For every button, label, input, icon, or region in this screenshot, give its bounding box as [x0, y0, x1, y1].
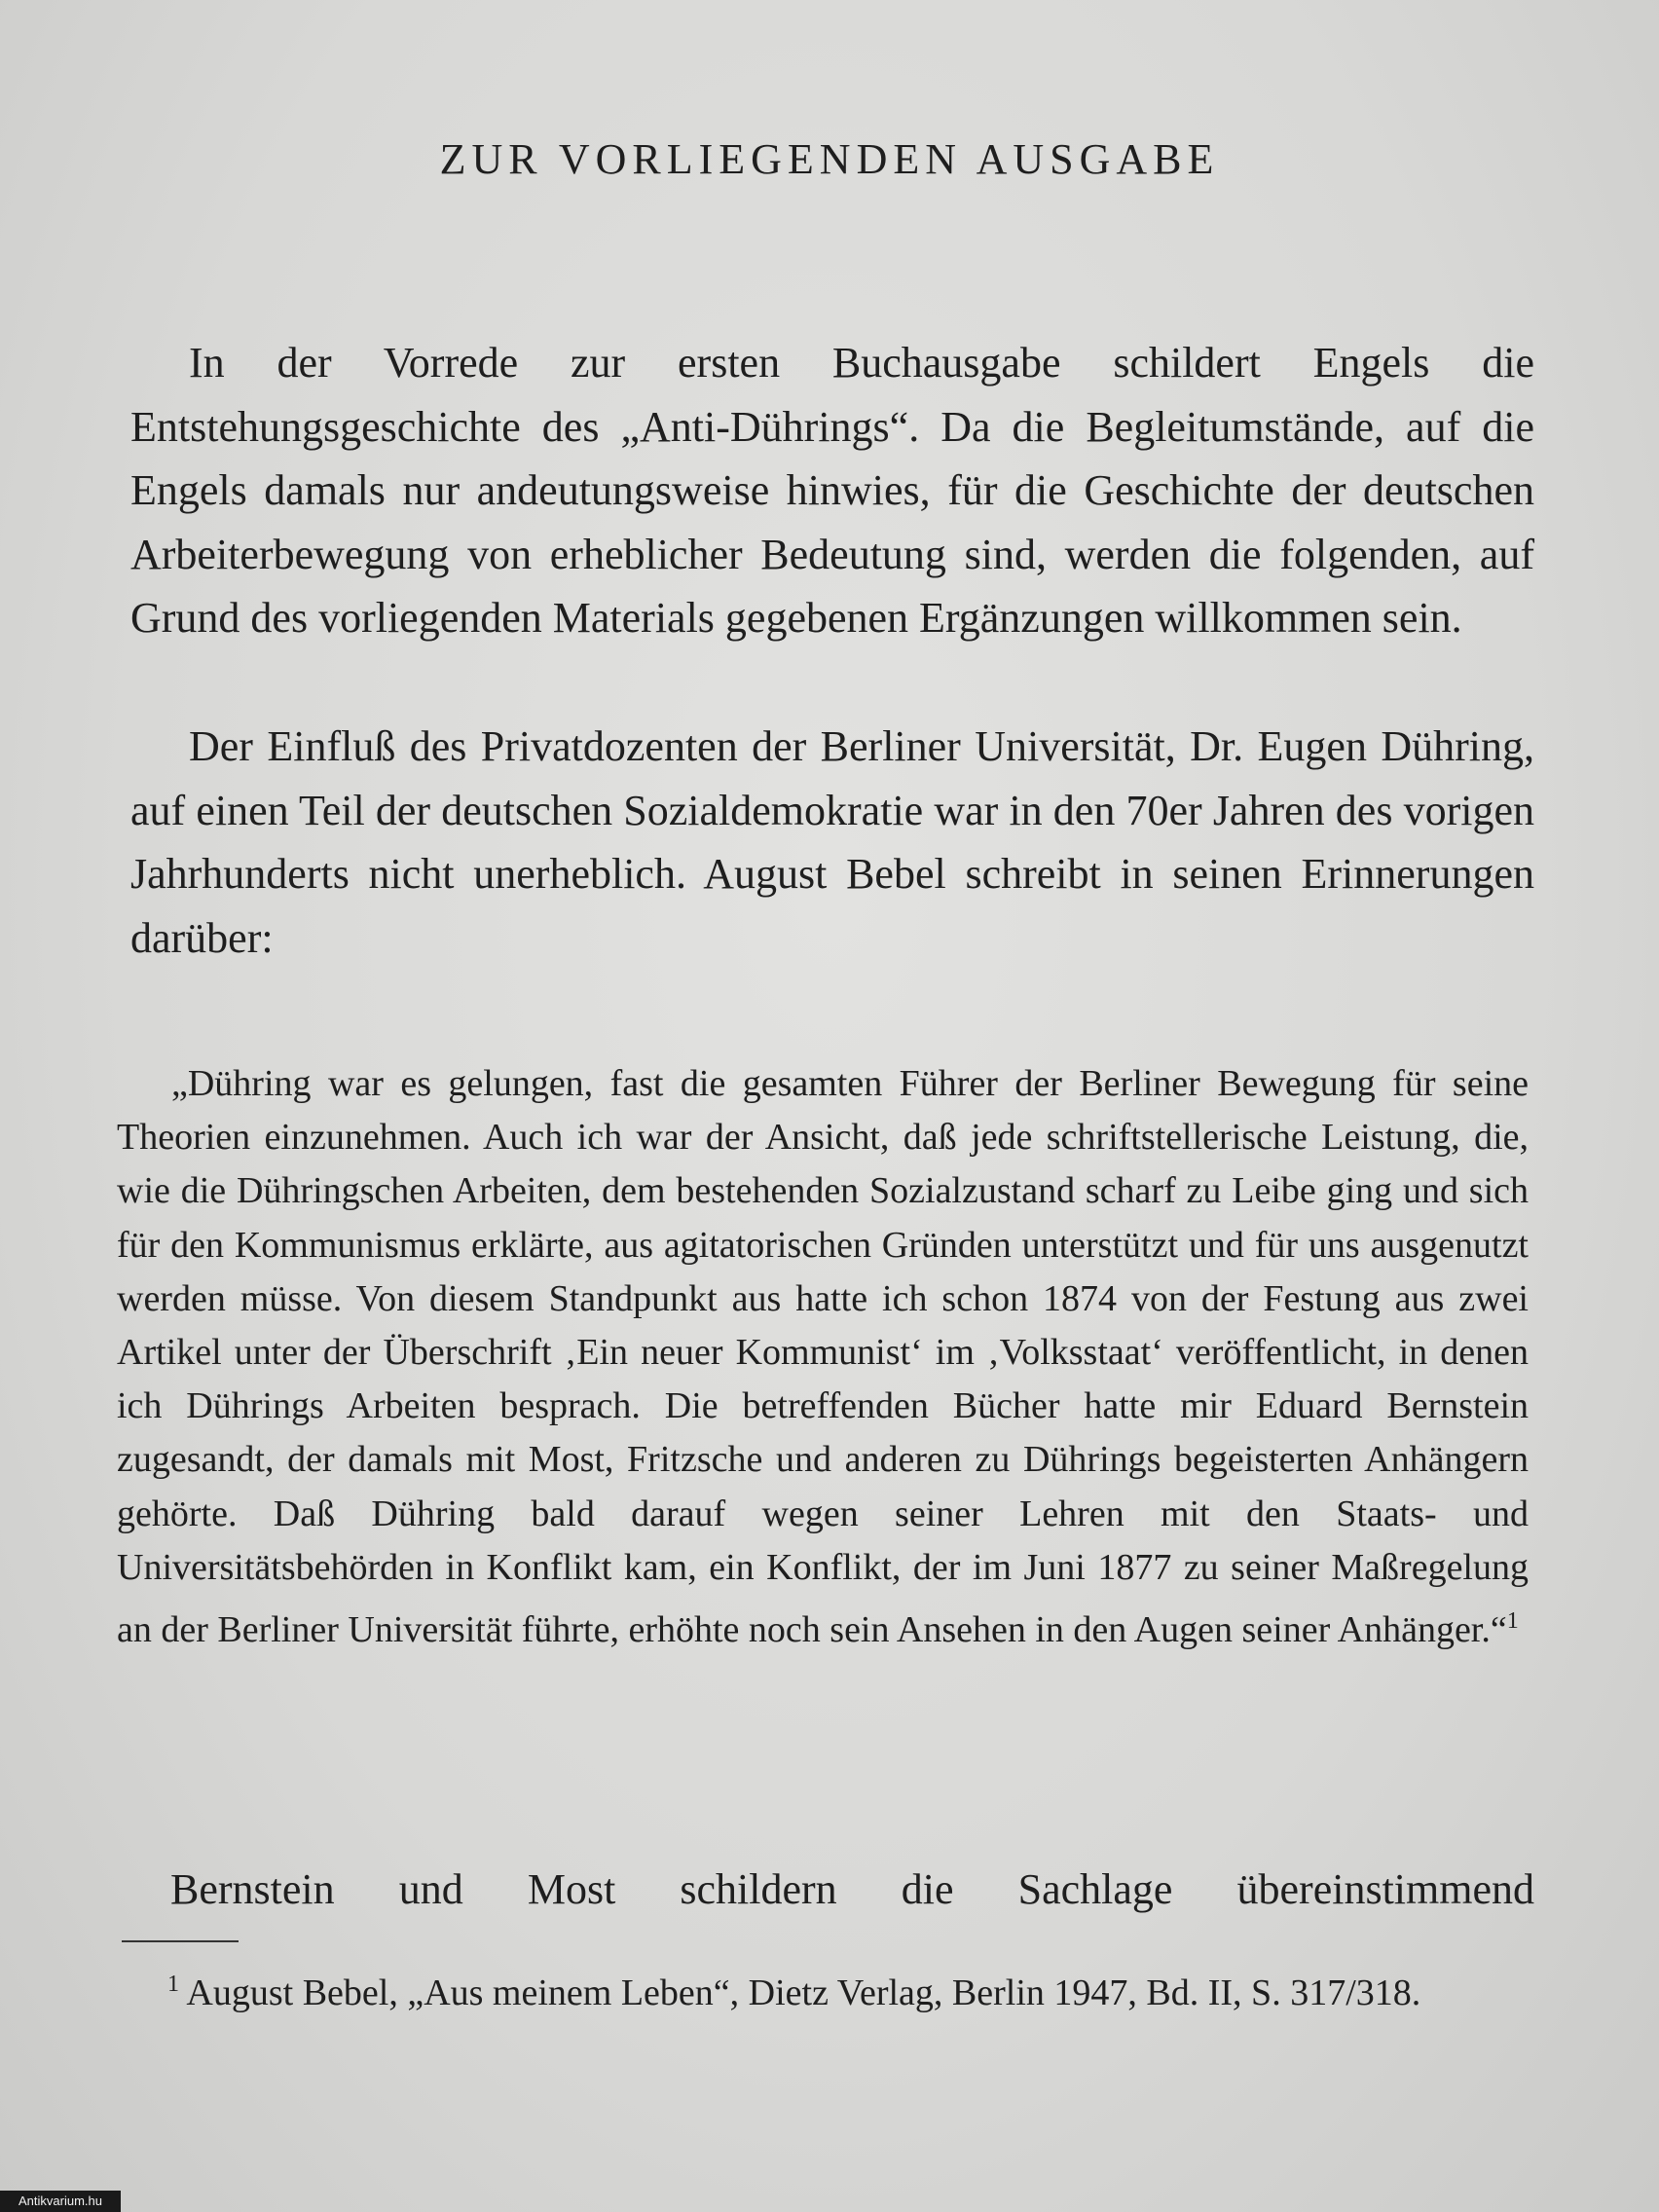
footnote-text: August Bebel, „Aus meinem Leben“, Dietz Verlag, Berlin 1947, Bd. II, S. 317/318. [186, 1972, 1421, 2013]
paragraph-influence [130, 715, 1534, 970]
footnote-reference: 1 [1506, 1608, 1519, 1635]
footnote-block [121, 1959, 1529, 2019]
quote-block [117, 1057, 1529, 1657]
footnote [121, 1959, 1529, 2019]
page-title: ZUR VORLIEGENDEN AUSGABE [439, 135, 1220, 183]
paragraph-text: Der Einfluß des Privatdozenten der Berliner Universität, Dr. Eugen Dühring, auf einen Teil der deutschen Sozialdemokratie war in den 70er Jahren des vorigen Jahrhunderts nicht unerheblich. August Bebel schreibt in seinen Erinnerungen darüber: [130, 722, 1534, 962]
paragraph-continuation [130, 1858, 1534, 1921]
quote-text: „Dühring war es gelungen, fast die gesamten Führer der Berliner Bewegung für seine Theorien einzunehmen. Auch ich war der Ansicht, daß jede schriftstellerische Leistung, die, wie die Dühringschen Arbeiten, dem bestehenden Sozialzustand scharf zu Leibe ging und sich für den Kommunismus erklärte, aus agitatorischen Gründen unterstützt und für uns ausgenutzt werden müsse. Von diesem Standpunkt aus hatte ich schon 1874 von der Festung aus zwei Artikel unter der Überschrift ‚Ein neuer Kommunist‘ im ‚Volksstaat‘ veröffentlicht, in denen ich Dührings Arbeiten besprach. Die betreffenden Bücher hatte mir Eduard Bernstein zugesandt, der damals mit Most, Fritzsche und anderen zu Dührings begeisterten Anhängern gehörte. Daß Dühring bald darauf wegen seiner Lehren mit den Staats- und Universitätsbehörden in Konflikt kam, ein Konflikt, der im Juni 1877 zu seiner Maßregelung an der Berliner Universität führte, erhöhte noch sein Ansehen in den Augen seiner Anhänger.“ [117, 1063, 1529, 1651]
paragraph-text: In der Vorrede zur ersten Buchausgabe schildert Engels die Entstehungsgeschichte des „Anti-Dührings“. Da die Begleitumstände, auf die Engels damals nur andeutungsweise hinwies, für die Geschichte der deutschen Arbeiterbewegung von erheblicher Bedeutung sind, werden die folgenden, auf Grund des vorliegenden Materials gegebenen Ergänzungen willkommen sein. [130, 339, 1534, 642]
paragraph-intro [130, 331, 1534, 650]
paragraph-text: Bernstein und Most schildern die Sachlage übereinstimmend [170, 1865, 1534, 1913]
footnote-divider [122, 1940, 239, 1942]
watermark: Antikvarium.hu [0, 2191, 121, 2212]
footnote-marker: 1 [167, 1972, 179, 1997]
bebel-quote [117, 1057, 1529, 1657]
